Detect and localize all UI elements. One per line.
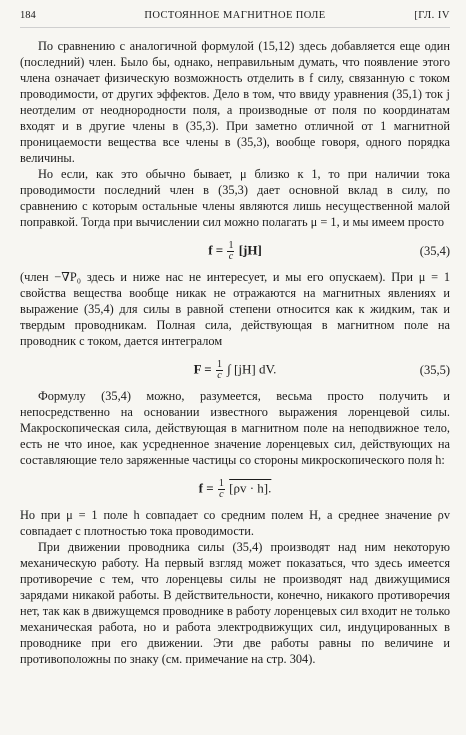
equation-lhs: f = bbox=[198, 480, 214, 496]
page-header bbox=[20, 10, 450, 26]
page-body bbox=[20, 38, 450, 667]
fraction bbox=[218, 479, 225, 500]
header-rule bbox=[20, 27, 450, 28]
fraction-numerator: 1 bbox=[228, 240, 234, 251]
paragraph-4: Формулу (35,4) можно, разумеется, весьма просто получить и непосредственно на основании известного выражения лоренцевой силы. Макроскопическая сила, действующая в магнитном поле на неподвижное тело, есть не что иное, как усредненное значение лоренцевых сил, действующих на составляющие тело заряженные частицы со стороны микроскопического поля h: bbox=[20, 389, 450, 467]
fraction bbox=[216, 360, 223, 381]
equation-lhs: f = bbox=[208, 242, 224, 258]
fraction-numerator: 1 bbox=[218, 478, 224, 489]
fraction-denominator: c bbox=[217, 370, 222, 381]
paragraph-3: (член −∇P₀ здесь и ниже нас не интересует, и мы его опускаем). При μ = 1 свойства вещества вообще никак не отражаются на магнитных явлениях и выражение (35,4) для силы в равной степени относится как к жидким, так и твердым проводникам. Полная сила, действующая в магнитном поле на проводник с током, дается интегралом bbox=[20, 270, 450, 348]
fraction-denominator: c bbox=[219, 489, 224, 500]
fraction bbox=[227, 241, 234, 262]
equation-number: (35,4) bbox=[419, 244, 450, 258]
equation-rhs: ∫ [jH] dV. bbox=[227, 361, 277, 377]
paragraph-2: Но если, как это обычно бывает, μ близко к 1, то при наличии тока проводимости последний член в (35,3) дает основной вклад в силу, по сравнению с которым остальные члены являются лишь несущественной малой поправкой. Тогда при вычислении сил можно полагать μ = 1, и мы имеем просто bbox=[20, 167, 450, 229]
running-title: ПОСТОЯННОЕ МАГНИТНОЕ ПОЛЕ bbox=[144, 10, 326, 21]
paragraph-1: По сравнению с аналогичной формулой (15,12) здесь добавляется еще один (последний) член. Было бы, однако, неправильным думать, что появление этого члена означает физическую возможность отделить в f силу, связанную с током проводимости, от других эффектов. Дело в том, что ввиду уравнения (35,1) ток j неотделим от неоднородности поля, а производные от поля по координатам входят и в другие члены в (35,3). При заметно отличной от 1 магнитной проницаемости вещества все члены в (35,3), вообще говоря, одного порядка величины. bbox=[20, 39, 450, 165]
chapter-label: [ГЛ. IV bbox=[414, 10, 450, 21]
equation-35-4 bbox=[20, 236, 450, 266]
paragraph-5: Но при μ = 1 поле h совпадает со средним полем H, а среднее значение ρv совпадает с плотностью тока проводимости. bbox=[20, 508, 450, 538]
equation-lhs: F = bbox=[193, 361, 212, 377]
equation-lorentz-average bbox=[20, 474, 450, 504]
equation-rhs: [jH] bbox=[238, 242, 262, 258]
page-number: 184 bbox=[20, 10, 36, 21]
paragraph-6: При движении проводника силы (35,4) производят над ним некоторую механическую работу. На первый взгляд может показаться, что здесь имеется противоречие с тем, что лоренцевы силы не производят над движущимися зарядами никакой работы. В действительности, конечно, никакого противоречия нет, так как в движущемся проводнике в работу лоренцевых сил входит не только механическая работа, но и работа электродвижущих сил, индуцированных в проводнике при его движении. Эти две работы равны по величине и противоположны по знаку (см. примечание на стр. 304). bbox=[20, 540, 451, 666]
equation-35-5 bbox=[20, 355, 450, 385]
equation-number: (35,5) bbox=[419, 363, 450, 377]
fraction-denominator: c bbox=[228, 251, 234, 262]
equation-rhs: [ρv · h]. bbox=[229, 480, 272, 496]
fraction-numerator: 1 bbox=[216, 359, 222, 370]
